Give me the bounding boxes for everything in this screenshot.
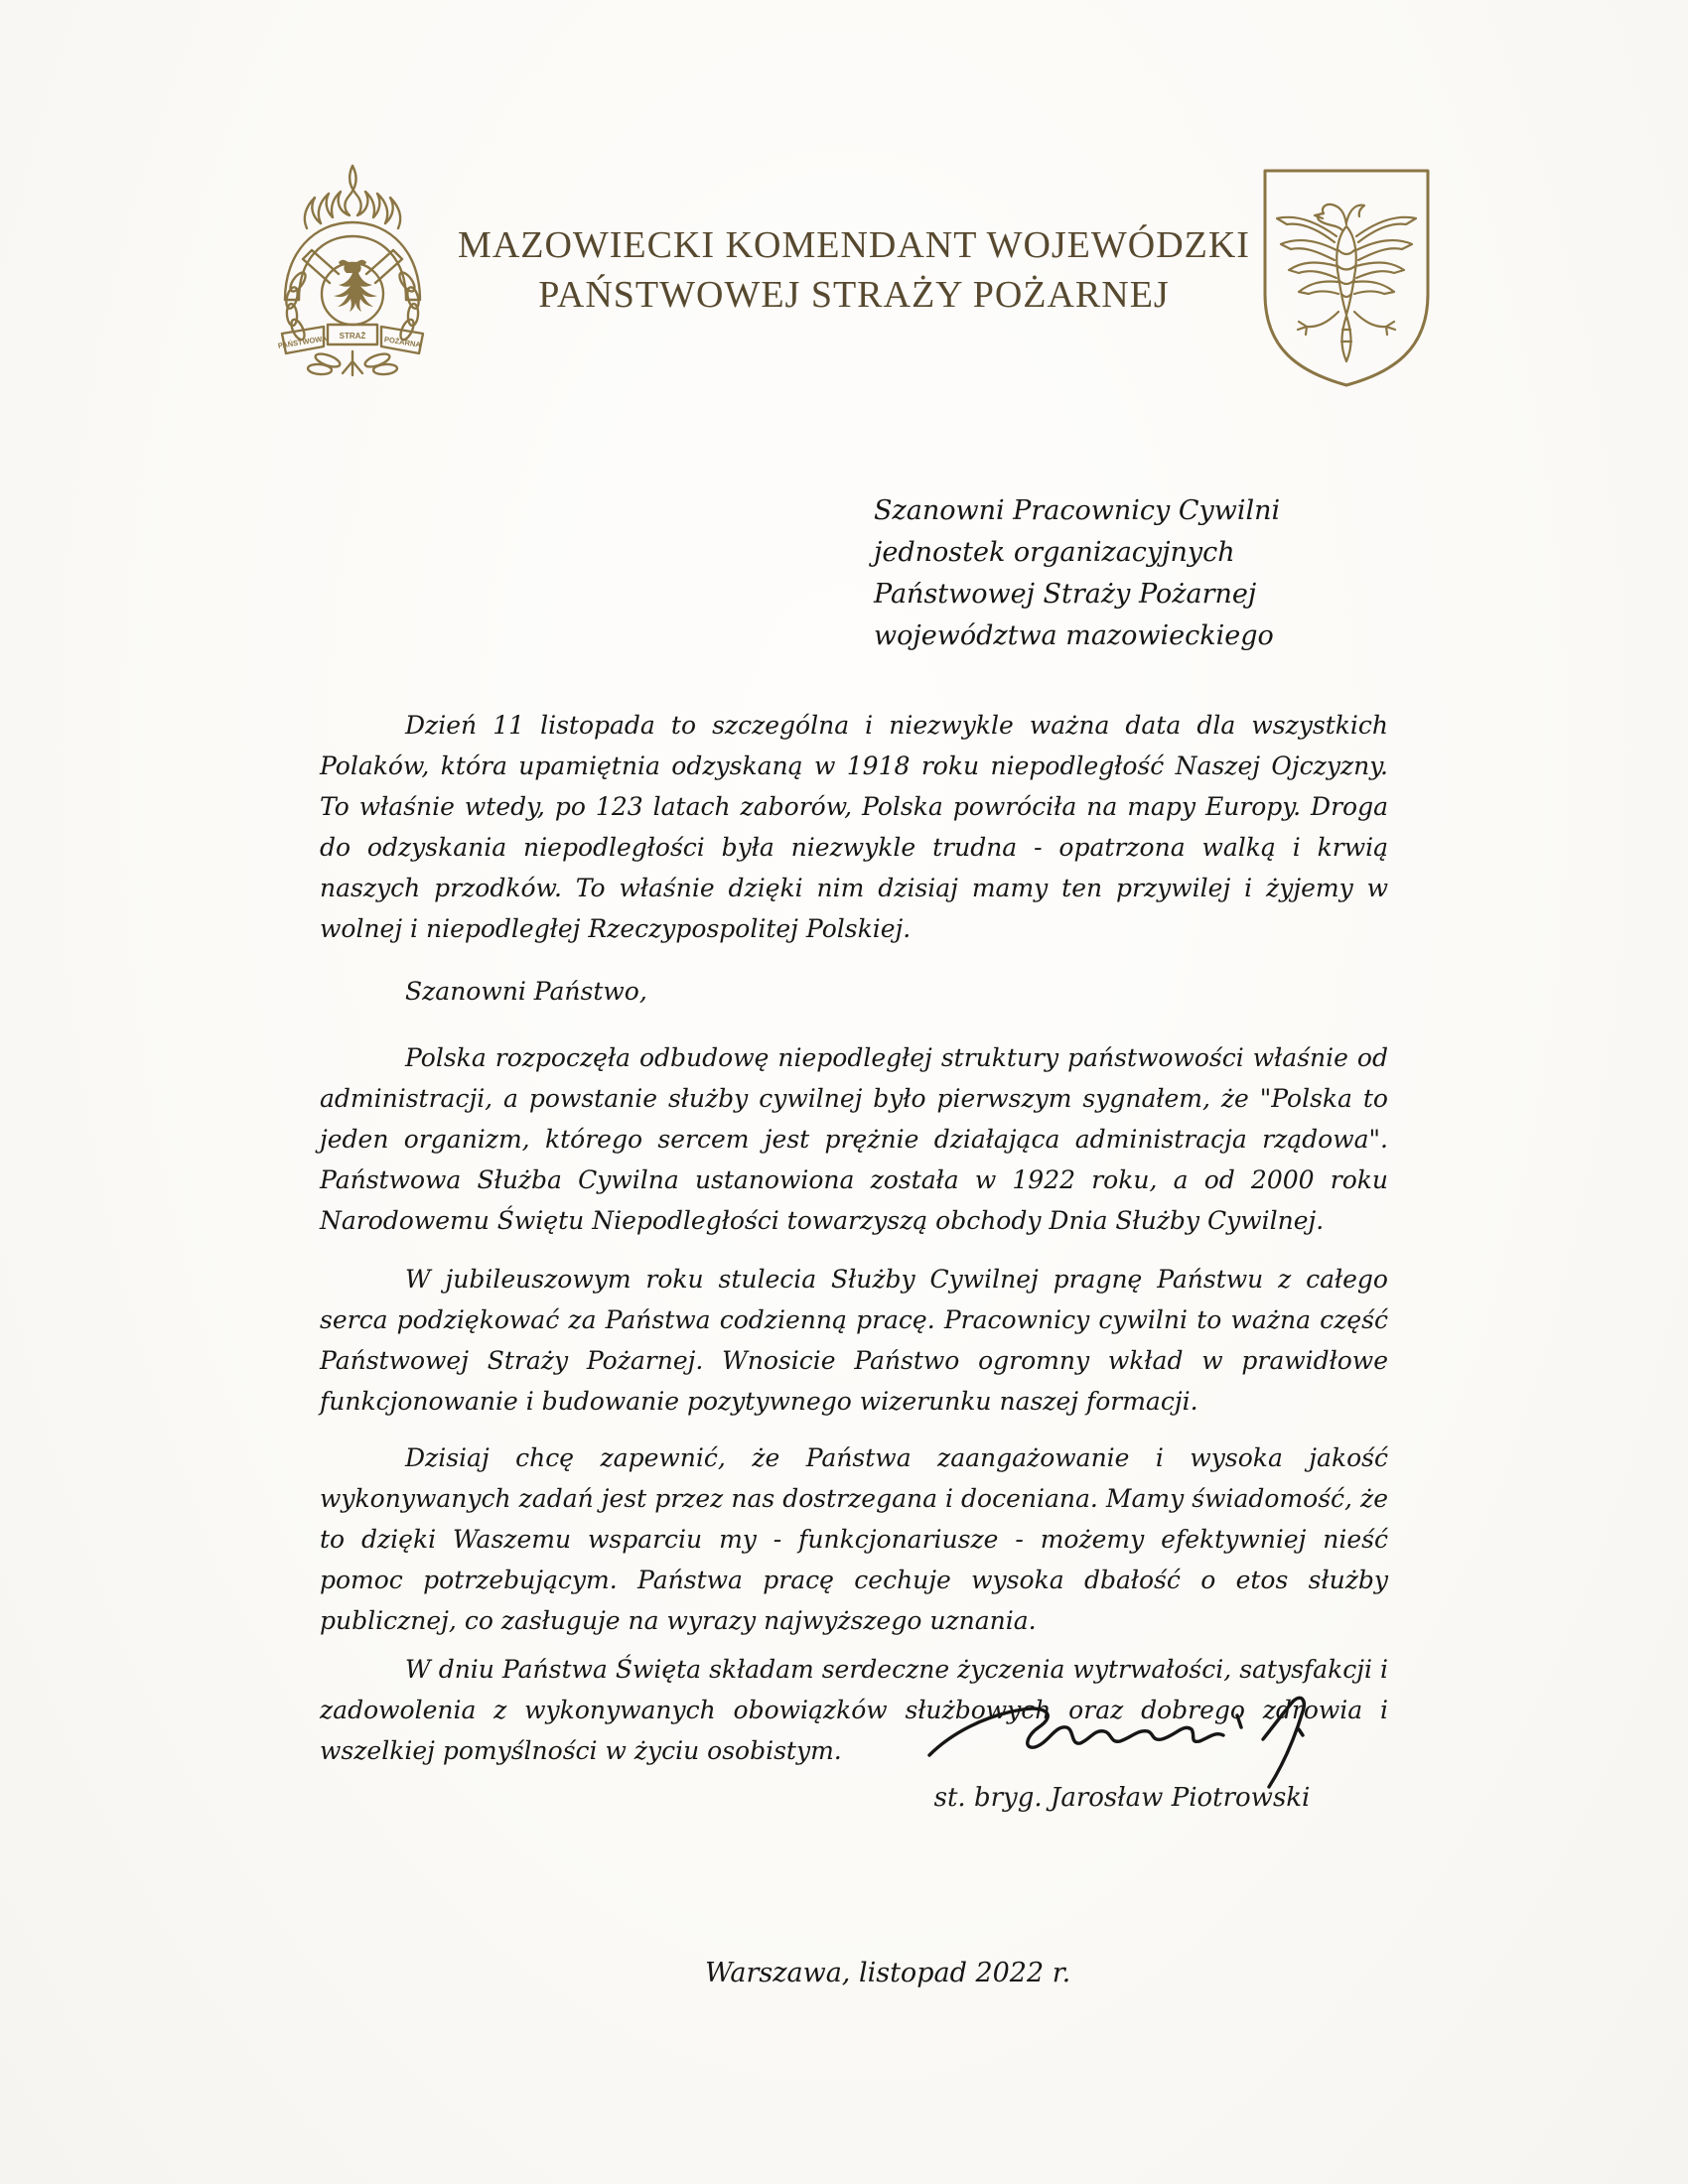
addressee-block <box>874 490 1280 657</box>
paragraph-intro: Dzień 11 listopada to szczególna i niezwykle ważna data dla wszystkich Polaków, która upamiętnia odzyskaną w 1918 roku niepodległość Naszej Ojczyzny. To właśnie wtedy, po 123 latach zaborów, Polska powróciła na mapy Europy. Droga do odzyskania niepodległości była niezwykle trudna - opatrzona walką i krwią naszych przodków. To właśnie dzięki nim dzisiaj mamy ten przywilej i żyjemy w wolnej i niepodległej Rzeczypospolitej Polskiej. <box>320 711 1388 943</box>
paragraph-thanks: W jubileuszowym roku stulecia Służby Cywilnej pragnę Państwu z całego serca podziękować za Państwa codzienną pracę. Pracownicy cywilni to ważna część Państwowej Straży Pożarnej. Wnosicie Państwo ogromny wkład w prawidłowe funkcjonowanie i budowanie pozytywnego wizerunku naszej formacji. <box>320 1265 1388 1416</box>
letterhead-title-line1: MAZOWIECKI KOMENDANT WOJEWÓDZKI <box>458 224 1250 266</box>
date-line: Warszawa, listopad 2022 r. <box>705 1958 1071 1988</box>
paragraph-appreciation: Dzisiaj chcę zapewnić, że Państwa zaangażowanie i wysoka jakość wykonywanych zadań jest przez nas dostrzegana i doceniana. Mamy świadomość, że to dzięki Waszemu wsparciu my - funkcjonariusze - możemy efektywniej nieść pomoc potrzebującym. Państwa pracę cechuje wysoka dbałość o etos służby publicznej, co zasługuje na wyrazy najwyższego uznania. <box>320 1443 1388 1635</box>
addressee-line: Szanowni Pracownicy Cywilni <box>874 495 1281 526</box>
emblem-banner-word-2: STRAŻ <box>339 332 366 341</box>
emblem-banner-word-3: POŻARNA <box>383 335 422 349</box>
letterhead-title-line2: PAŃSTWOWEJ STRAŻY POŻARNEJ <box>538 274 1170 316</box>
handwritten-signature <box>923 1690 1316 1797</box>
emblem-banner-word-1: PAŃSTWOWA <box>277 334 328 350</box>
fire-service-emblem-icon <box>268 163 437 381</box>
paragraph-history: Polska rozpoczęła odbudowę niepodległej struktury państwowości właśnie od administracji, a powstanie służby cywilnej było pierwszym sygnałem, że "Polska to jeden organizm, którego sercem jest prężnie działająca administracja rządowa". Państwowa Służba Cywilna ustanowiona została w 1922 roku, a od 2000 roku Narodowemu Świętu Niepodległości towarzyszą obchody Dnia Służby Cywilnej. <box>320 1043 1388 1235</box>
letter-body <box>320 705 1388 1771</box>
signature-name: st. bryg. Jarosław Piotrowski <box>933 1783 1311 1813</box>
addressee-line: województwa mazowieckiego <box>874 620 1274 651</box>
addressee-line: Państwowej Straży Pożarnej <box>874 579 1257 610</box>
addressee-line: jednostek organizacyjnych <box>874 537 1235 568</box>
mazovia-coat-of-arms-icon <box>1257 163 1436 393</box>
salutation: Szanowni Państwo, <box>405 977 647 1006</box>
paragraph-wishes: W dniu Państwa Święta składam serdeczne życzenia wytrwałości, satysfakcji i zadowolenia z wykonywanych obowiązków służbowych oraz dobrego zdrowia i wszelkiej pomyślności w życiu osobistym. <box>320 1655 1388 1765</box>
letterhead-title <box>417 220 1291 320</box>
